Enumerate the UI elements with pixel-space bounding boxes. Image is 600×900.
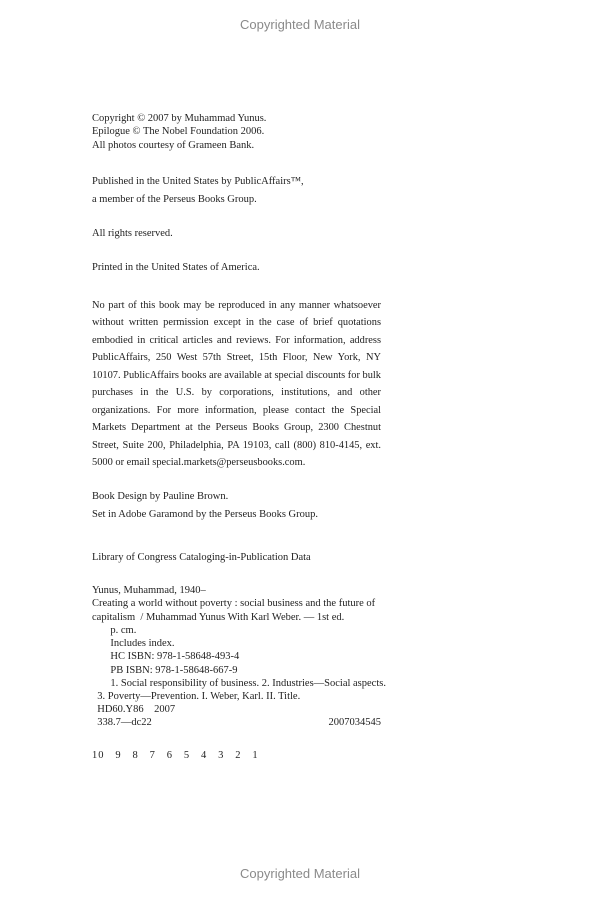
library-of-congress-heading bbox=[92, 551, 381, 564]
text-line: Library of Congress Cataloging-in-Publication Data bbox=[92, 552, 311, 563]
text-line: All photos courtesy of Grameen Bank. bbox=[92, 139, 255, 151]
permissions-paragraph: No part of this book may be reproduced in any manner whatsoever without written permission except in the case of brief quotations embodied in critical articles and reviews. For information, address PublicAffairs, 250 West 57th Street, 15th Floor, New York, NY 10107. PublicAffairs books are available at special discounts for bulk purchases in the U.S. by corporations, institutions, and other organizations. For more information, please contact the Special Markets Department at the Perseus Books Group, 2300 Chestnut Street, Suite 200, Philadelphia, PA 19103, call (800) 810-4145, ext. 5000 or email special.markets@perseusbooks.com. bbox=[92, 300, 381, 469]
text-line: Copyright © 2007 by Muhammad Yunus. bbox=[92, 113, 267, 124]
text-line: Creating a world without poverty : social business and the future of bbox=[92, 598, 376, 610]
text-line: p. cm. bbox=[92, 624, 137, 636]
copyright-watermark-bottom: Copyrighted Material bbox=[240, 866, 360, 881]
cip-data bbox=[92, 584, 386, 717]
text-line: Yunus, Muhammad, 1940– bbox=[92, 585, 206, 596]
cip-control-number: 2007034545 bbox=[328, 717, 381, 728]
text-line: capitalism / Muhammad Yunus With Karl Weber. — 1st ed. bbox=[92, 611, 345, 623]
text-line: a member of the Perseus Books Group. bbox=[92, 193, 257, 205]
printers-key: 10 9 8 7 6 5 4 3 2 1 bbox=[92, 750, 259, 761]
text-line: 1. Social responsibility of business. 2. Industries—Social aspects. bbox=[92, 677, 386, 689]
printed-in-line bbox=[92, 261, 381, 274]
text-line: All rights reserved. bbox=[92, 228, 173, 239]
text-line: Book Design by Pauline Brown. bbox=[92, 491, 229, 502]
text-line: Set in Adobe Garamond by the Perseus Books Group. bbox=[92, 509, 319, 520]
text-line: HD60.Y86 2007 bbox=[92, 704, 176, 716]
cip-classification: 338.7—dc22 bbox=[92, 717, 152, 728]
rights-reserved-line bbox=[92, 227, 381, 240]
text-line: PB ISBN: 978-1-58648-667-9 bbox=[92, 664, 238, 676]
design-credits bbox=[92, 488, 381, 524]
copyright-watermark-top: Copyrighted Material bbox=[240, 17, 360, 32]
text-line: Includes index. bbox=[92, 638, 175, 649]
text-line: HC ISBN: 978-1-58648-493-4 bbox=[92, 651, 240, 663]
text-line: 3. Poverty—Prevention. I. Weber, Karl. II. Title. bbox=[92, 691, 301, 702]
copyright-notice bbox=[92, 112, 381, 152]
cip-dewey-row bbox=[92, 716, 381, 729]
text-line: Published in the United States by PublicAffairs™, bbox=[92, 176, 304, 187]
text-line: Epilogue © The Nobel Foundation 2006. bbox=[92, 126, 265, 138]
text-line: Printed in the United States of America. bbox=[92, 262, 260, 273]
publisher-info bbox=[92, 173, 381, 208]
